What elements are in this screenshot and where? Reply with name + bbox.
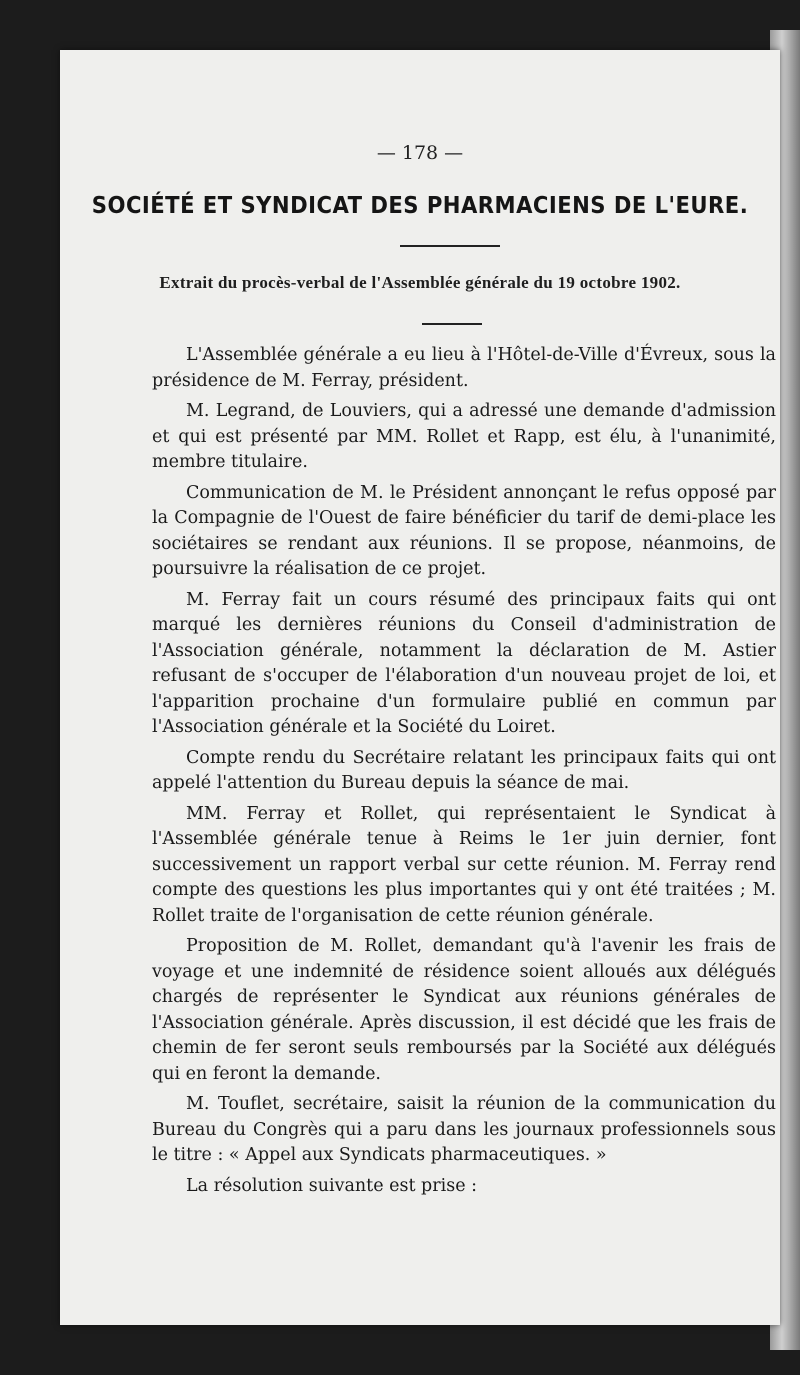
paragraph: Communication de M. le Président annonçant le refus opposé par la Compagnie de l'Ouest de faire bénéficier du tarif de demi-place les sociétaires se rendant aux réunions. Il se propose, néanmoins, de poursuivre la réalisation de ce projet. — [152, 482, 776, 579]
divider-rule — [400, 245, 500, 247]
document-page — [60, 50, 780, 1325]
paragraph: MM. Ferray et Rollet, qui représentaient le Syndicat à l'Assemblée générale tenue à Reims le 1er juin dernier, font successivement un rapport verbal sur cette réunion. M. Ferray rend compte des questions les plus importantes qui y ont été traitées ; M. Rollet traite de l'organisation de cette réunion générale. — [152, 803, 776, 926]
paragraph: La résolution suivante est prise : — [186, 1175, 478, 1196]
page-number: — 178 — — [376, 142, 464, 164]
paragraph: Compte rendu du Secrétaire relatant les principaux faits qui ont appelé l'attention du Bureau depuis la séance de mai. — [152, 747, 776, 793]
paragraph: L'Assemblée générale a eu lieu à l'Hôtel-de-Ville d'Évreux, sous la présidence de M. Ferray, président. — [152, 345, 776, 391]
paragraph: Proposition de M. Rollet, demandant qu'à l'avenir les frais de voyage et une indemnité de résidence soient alloués aux délégués chargés de représenter le Syndicat aux réunions générales de l'Association générale. Après discussion, il est décidé que les frais de chemin de fer seront seuls remboursés par la Société aux délégués qui en feront la demande. — [152, 936, 776, 1084]
body-text — [152, 343, 776, 1204]
paragraph: M. Ferray fait un cours résumé des principaux faits qui ont marqué les dernières réunions du Conseil d'administration de l'Association générale, notamment la déclaration de M. Astier refusant de s'occuper de l'élaboration d'un nouveau projet de loi, et l'apparition prochaine d'un formulaire publié en commun par l'Association générale et la Société du Loiret. — [152, 589, 776, 737]
subheading: Extrait du procès-verbal de l'Assemblée générale du 19 octobre 1902. — [159, 273, 681, 292]
paragraph: M. Touflet, secrétaire, saisit la réunion de la communication du Bureau du Congrès qui a paru dans les journaux professionnels sous le titre : « Appel aux Syndicats pharmaceutiques. » — [152, 1094, 776, 1165]
divider-rule-short — [422, 323, 482, 325]
page-heading: SOCIÉTÉ ET SYNDICAT DES PHARMACIENS DE L'EURE. — [91, 193, 749, 219]
paragraph: M. Legrand, de Louviers, qui a adressé une demande d'admission et qui est présenté par MM. Rollet et Rapp, est élu, à l'unanimité, membre titulaire. — [152, 401, 776, 472]
